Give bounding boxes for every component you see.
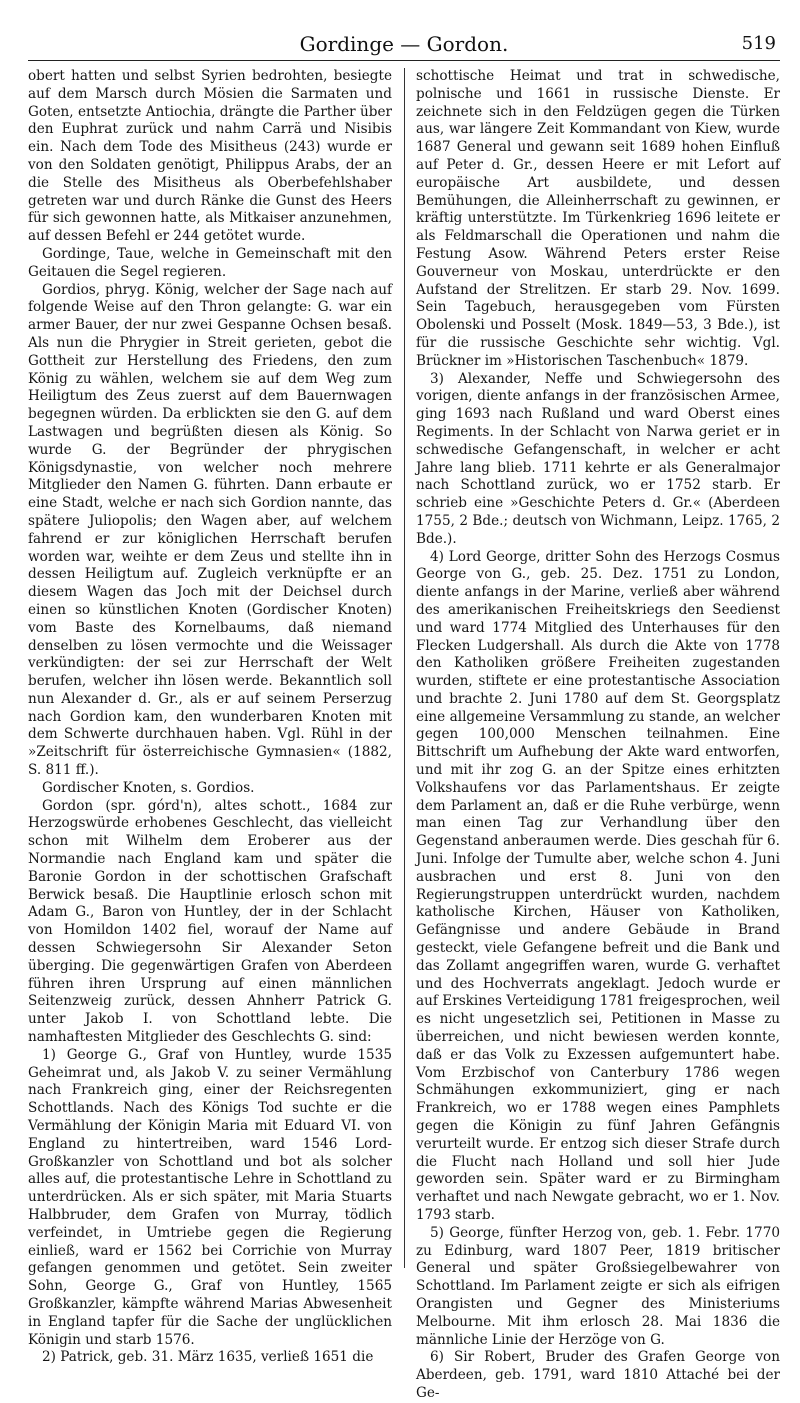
- paragraph: obert hatten und selbst Syrien bedrohten, besiegte auf dem Marsch durch Mösien die Sarmaten und Goten, entsetzte Antiochia, drängte die Parther über den Euphrat zurück und nahm Carrä und Nisibis ein. Nach dem Tode des Misitheus (243) wurde er von den Soldaten genötigt, Philippus Arabs, der an die Stelle des Misitheus als Oberbefehlshaber getreten war und durch Ränke die Gunst des Heers für sich gewonnen hatte, als Mitkaiser anzunehmen, auf dessen Befehl er 244 getötet wurde.: [28, 68, 392, 245]
- running-title: Gordinge — Gordon.: [299, 32, 509, 56]
- entry-gordios: Gordios, phryg. König, welcher der Sage nach auf folgende Weise auf den Thron gelangte: G. war ein armer Bauer, der nur zwei Gespanne Ochsen besaß. Als nun die Phrygier in Streit gerieten, gebot die Gottheit zur Herstellung des Friedens, den zum König zu wählen, welchem sie auf dem Weg zum Heiligtum des Zeus zuerst auf dem Bauernwagen begegnen würden. Da erblickten sie den G. auf dem Lastwagen und begrüßten diesen als König. So wurde G. der Begründer der phrygischen Königsdynastie, von welcher noch mehrere Mitglieder den Namen G. führten. Dann erbaute er eine Stadt, welche er nach sich Gordion nannte, das spätere Juliopolis; den Wagen aber, auf welchem fahrend er zur königlichen Herrschaft berufen worden war, weihte er dem Zeus und stellte ihn in dessen Heiligtum auf. Zugleich verknüpfte er an diesem Wagen das Joch mit der Deichsel durch einen so künstlichen Knoten (Gordischer Knoten) vom Baste des Kornelbaums, daß niemand denselben zu lösen vermochte und die Weissager verkündigten: der sei zur Herrschaft der Welt berufen, welcher ihn lösen werde. Bekanntlich soll nun Alexander d. Gr., als er auf seinem Perserzug nach Gordion kam, den wunderbaren Knoten mit dem Schwerte durchhauen haben. Vgl. Rühl in der »Zeitschrift für österreichische Gymnasien« (1882, S. 811 ff.).: [28, 281, 392, 779]
- entry-gordinge: Gordinge, Taue, welche in Gemeinschaft mit den Geitauen die Segel regieren.: [28, 245, 392, 280]
- page-number: 519: [741, 33, 776, 54]
- subentry-alexander: 3) Alexander, Neffe und Schwiegersohn des vorigen, diente anfangs in der französischen Armee, ging 1693 nach Rußland und ward Oberst eines Regiments. In der Schlacht von Narwa geriet er in schwedische Gefangenschaft, in welcher er acht Jahre lang blieb. 1711 kehrte er als Generalmajor nach Schottland zurück, wo er 1752 starb. Er schrieb eine »Geschichte Peters d. Gr.« (Aberdeen 1755, 2 Bde.; deutsch von Wichmann, Leipz. 1765, 2 Bde.).: [416, 370, 780, 547]
- page-header: [28, 30, 780, 61]
- right-column: [416, 68, 780, 1401]
- subentry-sir-robert: 6) Sir Robert, Bruder des Grafen George von Aberdeen, geb. 1791, ward 1810 Attaché bei der Ge-: [416, 1349, 780, 1401]
- text-columns: [28, 68, 780, 1401]
- subentry-lord-george: 4) Lord George, dritter Sohn des Herzogs Cosmus George von G., geb. 25. Dez. 1751 zu London, diente anfangs in der Marine, verließ aber während des amerikanischen Freiheitskriegs den Seedienst und ward 1774 Mitglied des Unterhauses für den Flecken Ludgershall. Als durch die Akte von 1778 den Katholiken größere Freiheiten zugestanden wurden, stiftete er eine protestantische Association und brachte 2. Juni 1780 auf dem St. Georgsplatz eine allgemeine Versammlung zu stande, an welcher gegen 100,000 Menschen teilnahmen. Eine Bittschrift um Aufhebung der Akte ward entworfen, und mit ihr zog G. an der Spitze eines erhitzten Volkshaufens vor das Parlamentshaus. Er zeigte dem Parlament an, daß er die Ruhe verbürge, wenn man einen Tag zur Verhandlung über den Gegenstand anberaumen werde. Dies geschah für 6. Juni. Infolge der Tumulte aber, welche schon 4. Juni ausbrachen und erst 8. Juni von den Regierungstruppen unterdrückt wurden, nachdem katholische Kirchen, Häuser von Katholiken, Gefängnisse und andere Gebäude in Brand gesteckt, viele Gefangene befreit und die Bank und das Zollamt angegriffen waren, wurde G. verhaftet und des Hochverrats angeklagt. Jedoch wurde er auf Erskines Verteidigung 1781 freigesprochen, weil es nicht ungesetzlich sei, Petitionen in Masse zu überreichen, und nicht bewiesen werden konnte, daß er das Volk zu Exzessen aufgemuntert habe. Vom Erzbischof von Canterbury 1786 wegen Schmähungen exkommuniziert, ging er nach Frankreich, wo er 1788 wegen eines Pamphlets gegen die Königin zu fünf Jahren Gefängnis verurteilt wurde. Er entzog sich dieser Strafe durch die Flucht nach Holland und soll hier Jude geworden sein. Später ward er zu Birmingham verhaftet und nach Newgate gebracht, wo er 1. Nov. 1793 starb.: [416, 548, 780, 1223]
- subentry-patrick: 2) Patrick, geb. 31. März 1635, verließ 1651 die: [42, 1349, 374, 1366]
- paragraph: schottische Heimat und trat in schwedische, polnische und 1661 in russische Dienste. Er zeichnete sich in den Feldzügen gegen die Türken aus, war längere Zeit Kommandant von Kiew, wurde 1687 General und gewann seit 1689 hohen Einfluß auf Peter d. Gr., dessen Heere er mit Lefort auf europäische Art ausbildete, und dessen Bemühungen, die Alleinherrschaft zu gewinnen, er kräftig unterstützte. Im Türkenkrieg 1696 leitete er als Feldmarschall die Operationen und nahm die Festung Asow. Während Peters erster Reise Gouverneur von Moskau, unterdrückte er den Aufstand der Strelitzen. Er starb 29. Nov. 1699. Sein Tagebuch, herausgegeben vom Fürsten Obolenski und Posselt (Mosk. 1849—53, 3 Bde.), ist für die russische Geschichte sehr wichtig. Vgl. Brückner im »Historischen Taschenbuch« 1879.: [416, 68, 780, 369]
- entry-gordon: Gordon (spr. górd'n), altes schott., 1684 zur Herzogswürde erhobenes Geschlecht, das vielleicht schon mit Wilhelm dem Eroberer aus der Normandie nach England kam und später die Baronie Gordon in der schottischen Grafschaft Berwick besaß. Die Hauptlinie erlosch schon mit Adam G., Baron von Huntley, der in der Schlacht von Homildon 1402 fiel, worauf der Name auf dessen Schwiegersohn Sir Alexander Seton überging. Die gegenwärtigen Grafen von Aberdeen führen ihren Ursprung auf einen männlichen Seitenzweig zurück, dessen Ahnherr Patrick G. unter Jakob I. von Schottland lebte. Die namhaftesten Mitglieder des Geschlechts G. sind:: [28, 797, 392, 1046]
- entry-gordischer-knoten: Gordischer Knoten, s. Gordios.: [42, 779, 255, 796]
- subentry-george-fifth-duke: 5) George, fünfter Herzog von, geb. 1. Febr. 1770 zu Edinburg, ward 1807 Peer, 1819 britischer General und später Großsiegelbewahrer von Schottland. Im Parlament zeigte er sich als eifrigen Orangisten und Gegner des Ministeriums Melbourne. Mit ihm erlosch 28. Mai 1836 die männliche Linie der Herzöge von G.: [416, 1224, 780, 1348]
- left-column: [28, 68, 392, 1366]
- subentry-george-huntley: 1) George G., Graf von Huntley, wurde 1535 Geheimrat und, als Jakob V. zu seiner Vermählung nach Frankreich ging, einer der Reichsregenten Schottlands. Nach des Königs Tod suchte er die Vermählung der Königin Maria mit Eduard VI. von England zu hintertreiben, ward 1546 Lord-Großkanzler von Schottland und bot als solcher alles auf, die protestantische Lehre in Schottland zu unterdrücken. Als er sich später, mit Maria Stuarts Halbbruder, dem Grafen von Murray, tödlich verfeindet, in Umtriebe gegen die Regierung einließ, ward er 1562 bei Corrichie von Murray gefangen genommen und getötet. Sein zweiter Sohn, George G., Graf von Huntley, 1565 Großkanzler, kämpfte während Marias Abwesenheit in England tapfer für die Sache der unglücklichen Königin und starb 1576.: [28, 1046, 392, 1348]
